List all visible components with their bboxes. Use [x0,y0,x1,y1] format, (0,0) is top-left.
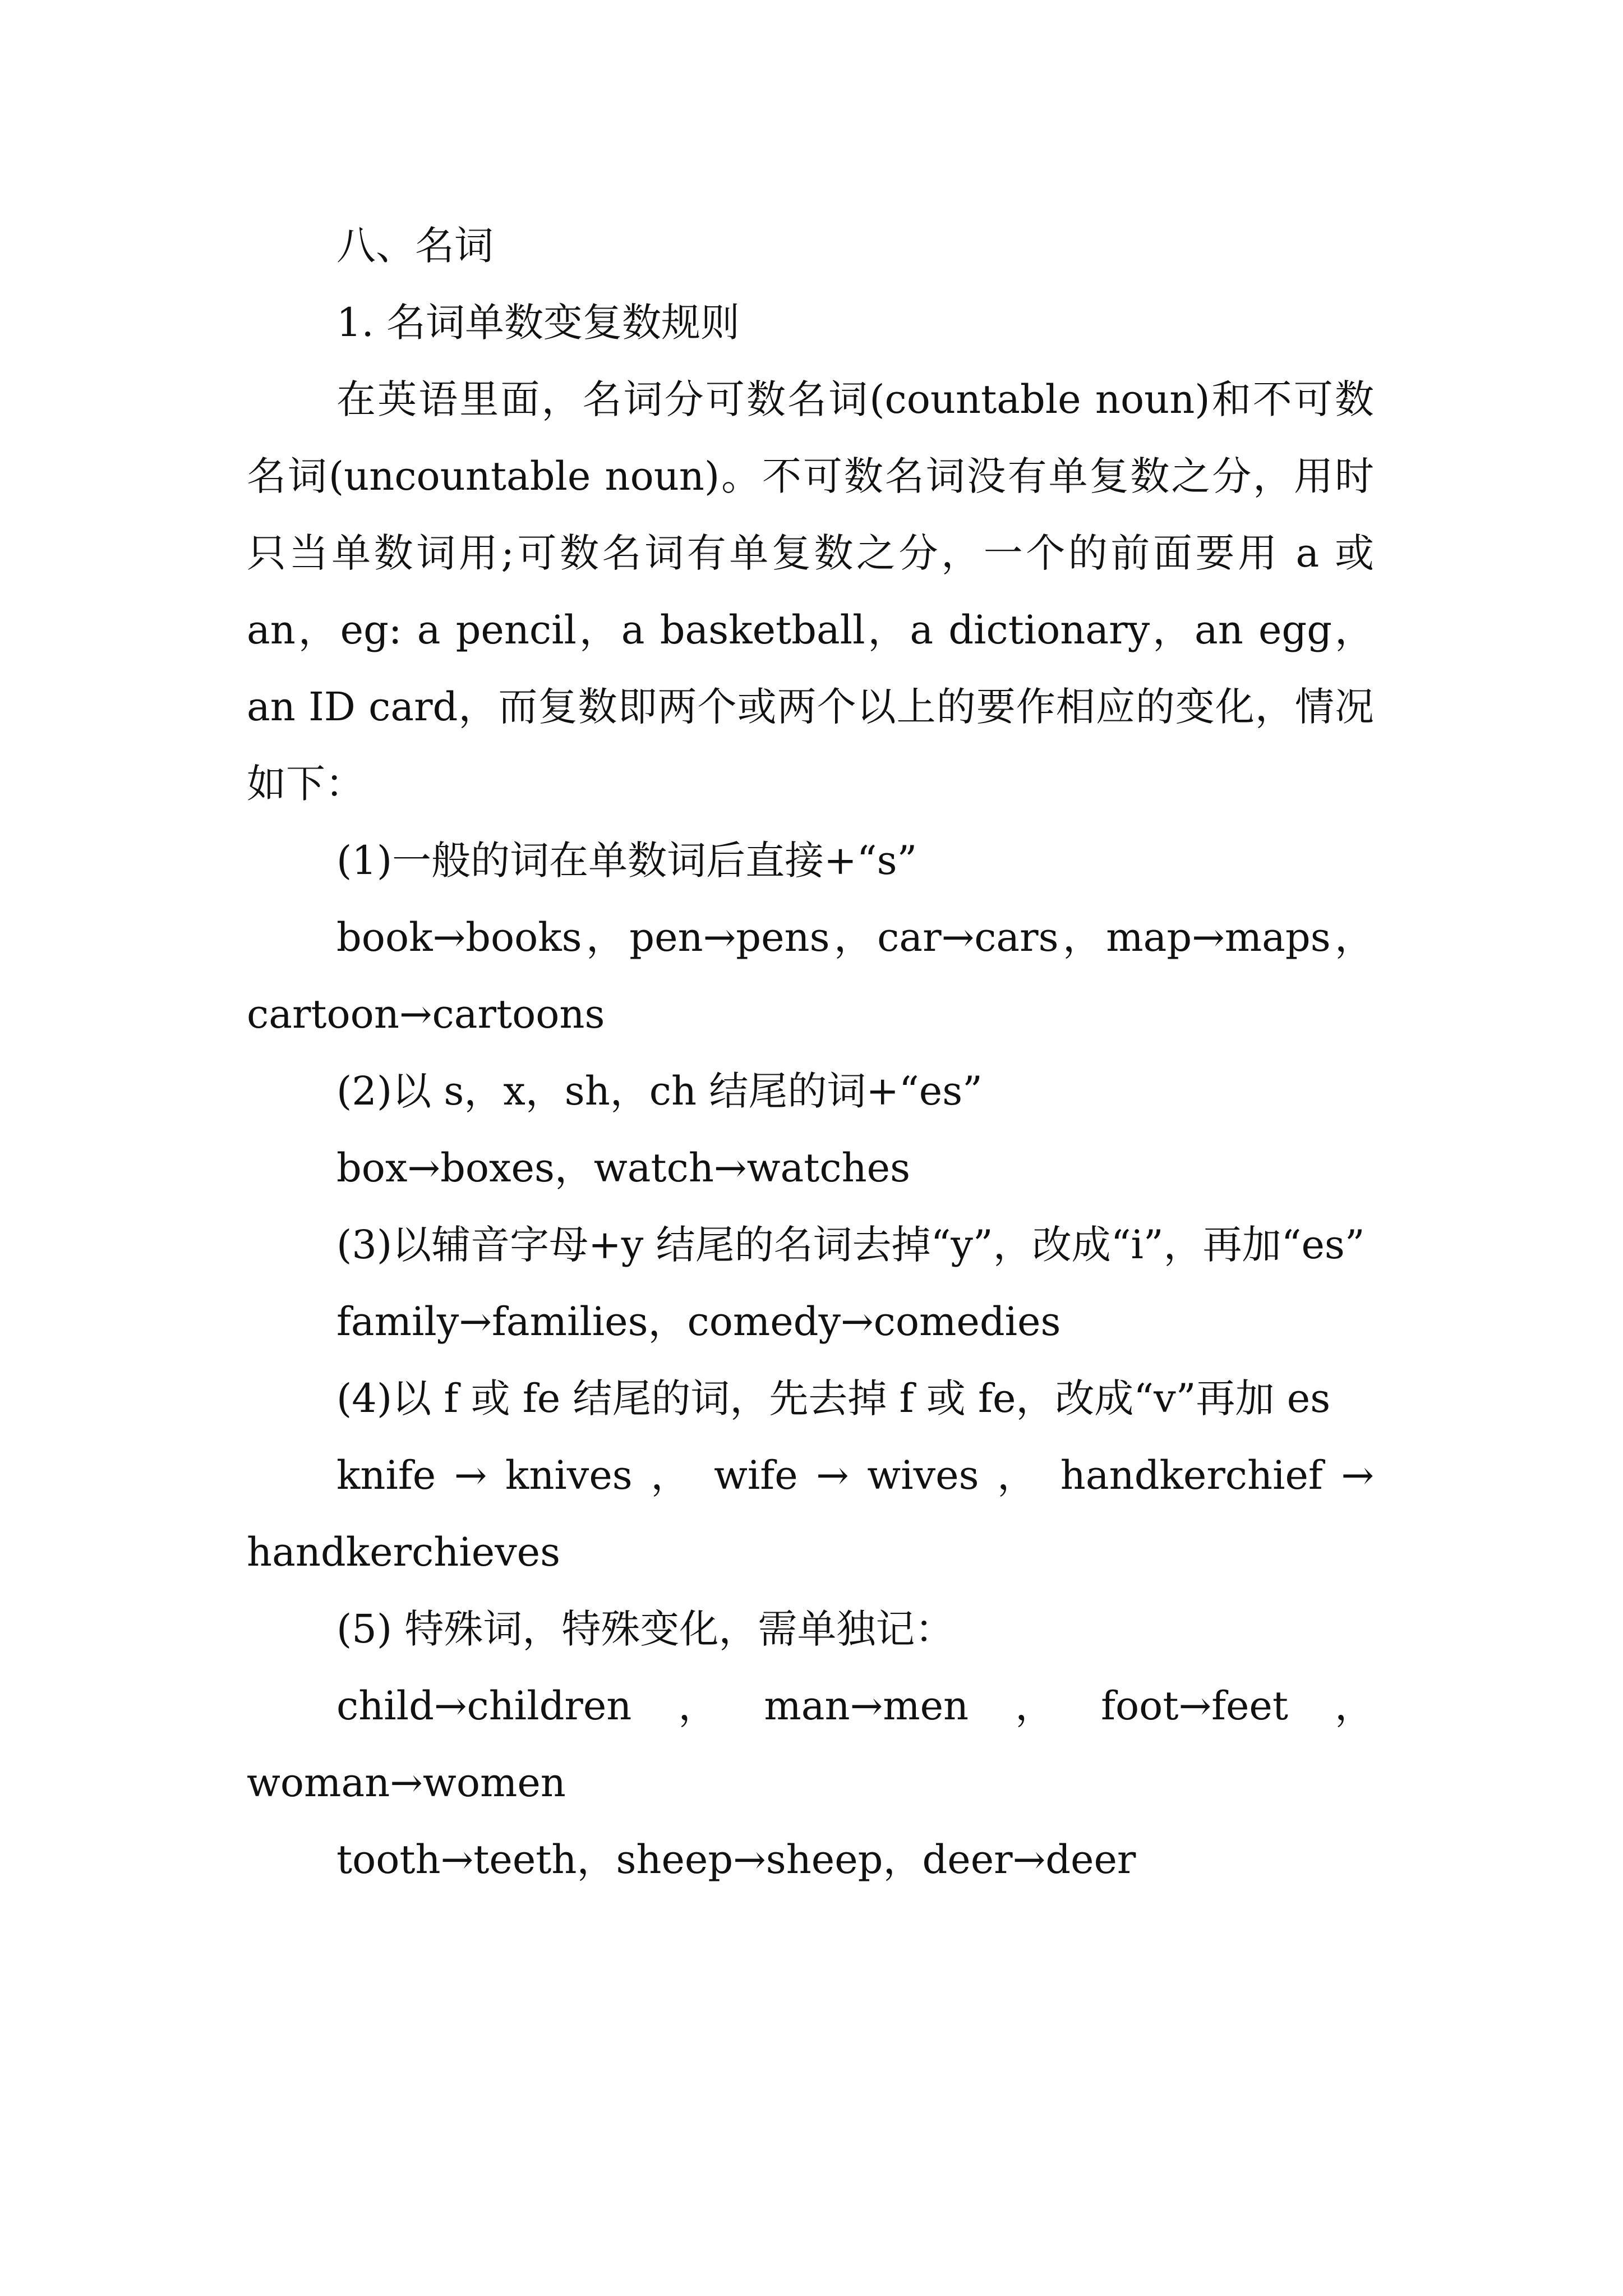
rule-3-example: family→families，comedy→comedies [336,1299,1061,1345]
intro-paragraph: 在英语里面，名词分可数名词(countable noun)和不可数名词(uncountable noun)。不可数名词没有单复数之分，用时只当单数词用;可数名词有单复数之分，一个的前面要用 a 或 an，eg: a pencil，a basketball，a dictionary，an egg，an ID card，而复数即两个或两个以上的要作相应的变化，情况如下： [247,376,1374,807]
rule-4-example: knife → knives ， wife → wives ， handkerchief → handkerchieves [247,1452,1374,1575]
rule-2-example: box→boxes，watch→watches [336,1145,910,1191]
rule-5-example-1: child→children，man→men，foot→feet，woman→women [247,1683,1374,1806]
rule-4: (4)以 f 或 fe 结尾的词，先去掉 f 或 fe，改成“v”再加 es [336,1375,1331,1421]
rule-3: (3)以辅音字母+y 结尾的名词去掉“y”，改成“i”，再加“es” [336,1222,1365,1268]
subsection-title: 1. 名词单数变复数规则 [336,300,740,346]
rule-1-example: book→books，pen→pens，car→cars，map→maps，cartoon→cartoons [247,914,1374,1037]
document-page [247,208,1374,1898]
section-title: 八、名词 [336,223,494,269]
rule-5-example-2: tooth→teeth，sheep→sheep，deer→deer [336,1837,1136,1883]
rule-5: (5) 特殊词，特殊变化，需单独记： [336,1606,955,1652]
rule-1: (1)一般的词在单数词后直接+“s” [336,838,917,884]
rule-2: (2)以 s，x，sh，ch 结尾的词+“es” [336,1068,983,1114]
